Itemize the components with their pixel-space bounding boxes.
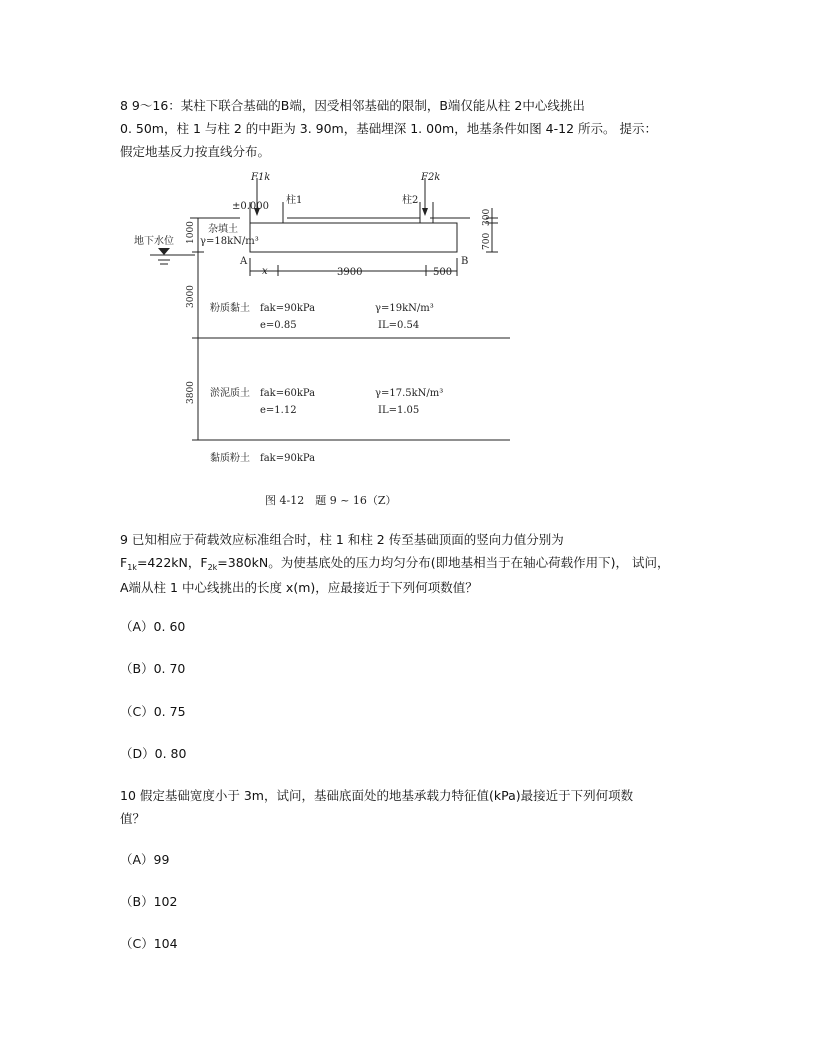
layer2-il: IL=1.05 [378, 405, 420, 416]
layer2-gamma: γ=17.5kN/m³ [375, 388, 444, 399]
footing-outline [250, 223, 457, 252]
dim-700-label: 700 [482, 232, 492, 250]
q10-line-1: 10 假定基础宽度小于 3m，试问，基础底面处的地基承载力特征值(kPa)最接近于下列何项数 [120, 788, 634, 803]
dim-500-label: 500 [433, 267, 453, 278]
q10-option-c: （C）104 [120, 936, 178, 951]
q10-option-b: （B）102 [120, 894, 178, 909]
q9-option-b: （B）0. 70 [120, 661, 186, 676]
load-label-1: F1k [251, 172, 271, 183]
q8-line-2: 0. 50m，柱 1 与柱 2 的中距为 3. 90m，基础埋深 1. 00m，地基条件如图 4-12 所示。 提示： [120, 121, 657, 136]
column-2-label: 柱2 [402, 195, 419, 206]
q10-option-a: （A）99 [120, 852, 170, 867]
layer2-e: e=1.12 [260, 405, 297, 416]
q9-option-a: （A）0. 60 [120, 619, 186, 634]
question-9-text [120, 528, 710, 599]
q9-line-1: 9 已知相应于荷载效应标准组合时，柱 1 和柱 2 传至基础顶面的竖向力值分别为 [120, 532, 564, 547]
dim-3900-label: 3900 [337, 267, 363, 278]
layer1-name: 粉质黏土 [210, 303, 250, 314]
end-b-label: B [461, 256, 469, 267]
question-8-text [120, 94, 710, 163]
foundation-figure [120, 168, 520, 513]
q9-option-c: （C）0. 75 [120, 704, 186, 719]
f2-subscript: 2k [207, 563, 218, 572]
dim-1000-label: 1000 [186, 221, 196, 244]
column-1-label: 柱1 [286, 195, 303, 206]
layer3-fak: fak=90kPa [260, 453, 316, 464]
f2-rest: =380kN。为使基底处的压力均匀分布(即地基相当于在轴心荷载作用下)， 试问， [217, 555, 670, 570]
layer2-name: 淤泥质土 [210, 388, 250, 399]
end-a-label: A [240, 256, 248, 267]
dim-3800-label: 3800 [186, 381, 196, 404]
elevation-label: ±0.000 [232, 201, 270, 212]
layer2-fak: fak=60kPa [260, 388, 316, 399]
layer1-gamma: γ=19kN/m³ [375, 303, 434, 314]
dim-3000-label: 3000 [186, 285, 196, 308]
q9-line-3: A端从柱 1 中心线挑出的长度 x(m)，应最接近于下列何项数值？ [120, 580, 478, 595]
fill-gamma-label: γ=18kN/m³ [200, 236, 259, 247]
fill-soil-label: 杂填土 [208, 224, 238, 235]
dim-300-label: 300 [482, 208, 492, 226]
f1-subscript: 1k [127, 563, 137, 572]
q8-line-1: 8 9～16：某柱下联合基础的B端，因受相邻基础的限制，B端仅能从柱 2中心线挑出 [120, 98, 585, 113]
water-table-triangle [158, 248, 170, 255]
layer1-fak: fak=90kPa [260, 303, 316, 314]
layer1-e: e=0.85 [260, 320, 297, 331]
layer3-name: 黏质粉土 [210, 453, 250, 464]
load-label-2: F2k [421, 172, 441, 183]
q9-option-d: （D）0. 80 [120, 746, 187, 761]
q10-line-2: 值？ [120, 811, 146, 826]
question-10-text [120, 784, 710, 830]
dim-x-label: x [262, 266, 268, 277]
groundwater-label: 地下水位 [134, 236, 174, 247]
figure-caption: 图 4-12 题 9 ~ 16（Z） [265, 494, 397, 507]
f1-value: =422kN， [136, 555, 201, 570]
q9-line-2 [120, 551, 710, 576]
q8-line-3: 假定地基反力按直线分布。 [120, 144, 271, 159]
f2-symbol: F [200, 555, 208, 570]
f1-symbol: F [120, 555, 128, 570]
layer1-il: IL=0.54 [378, 320, 420, 331]
